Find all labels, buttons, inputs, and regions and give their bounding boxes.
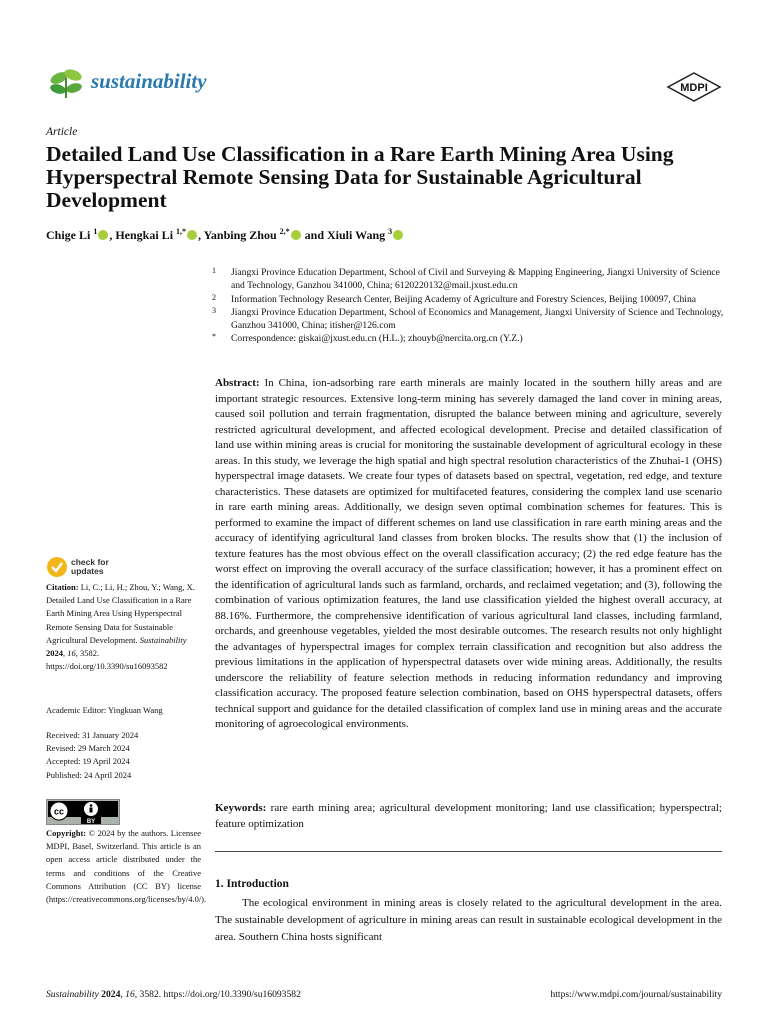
by-person-icon: [90, 808, 93, 813]
orcid-icon[interactable]: [393, 230, 403, 240]
check-for-updates-button[interactable]: check for updates: [46, 556, 136, 578]
orcid-icon[interactable]: [291, 230, 301, 240]
copyright: Copyright: © 2024 by the authors. Licensee MDPI, Basel, Switzerland. This article is an open access article distributed under the terms and conditions of the Creative Commons Attribution (CC BY) license (https://creativecommons.org/licenses/by/4.0/).: [46, 828, 207, 905]
footer-citation: Sustainability 2024, 16, 3582. https://doi.org/10.3390/su16093582: [46, 989, 301, 1000]
journal-name: sustainability: [91, 69, 207, 93]
orcid-icon[interactable]: [187, 230, 197, 240]
abstract-text: In China, ion-adsorbing rare earth minerals are mainly located in the southern hilly areas and are important strategic resources. Extensive long-term mining has severely damaged the land cover in mining areas, caused soil pollution and terrain fragmentation, disrupted the balance between mining and agriculture, severely restricted agricultural development, and affected ecological development. Precise and detailed classification of land use within mining areas is crucial for monitoring the sustainable development of agricultural ecology in these areas. In this study, we leverage the high spatial and high spectral resolution characteristics of the Zhuhai-1 (OHS) hyperspectral image datasets. We create four types of datasets based on spectral, vegetation, red edge, and texture characteristics. These datasets are optimized for multifaceted features, considering the complex land use scenario in rare earth mining areas. Additionally, we design seven optimal combination schemes for features. This is performed to examine the impact of different schemes on land use classification in rare earth mining areas and the accuracy of identifying agricultural land classes from broken blocks. The results show that (1) the inclusion of texture features has the most obvious effect on the overall classification accuracy; (2) the red edge feature has the worst effect on improving the overall accuracy of the surface classification; however, it has a prominent effect on the identification of agricultural lands such as farmland, orchards, and reclaimed vegetation; and (3), following the combination of various optimization features, the land use classification yielded the highest overall accuracy, at 88.16%. Furthermore, the comprehensive identification of various agricultural land classes, including farmland, orchards, and greenhouse vegetables, yielded the most desirable outcomes. The research results not only highlight the advantages of hyperspectral images for complex terrain classification and recognition but also address the previous limitations in the application of hyperspectral datasets over wide mining areas. Additionally, the results underscore the reliability of feature selection methods in reducing information redundancy and improving classification accuracy. The proposed feature selection combination, based on OHS hyperspectral datasets, offers technical support and guidance for the detailed classification of complex land use in mining areas and the accurate monitoring of agroecological environments.: [215, 377, 722, 730]
mdpi-logo: [666, 72, 722, 102]
svg-text:BY: BY: [86, 819, 96, 824]
citation-doi-link[interactable]: , 3582. https://doi.org/10.3390/su16093582: [46, 648, 168, 672]
affiliations: [212, 266, 724, 346]
citation: Citation: Li, C.; Li, H.; Zhou, Y.; Wang, X. Detailed Land Use Classification in a Rare Earth Mining Area Using Hyperspectral Remote Sensing Data for Sustainable Agricultural Development. Sustainability 2024, 16, 3582. https://doi.org/10.3390/su16093582: [46, 582, 195, 672]
author-list: Chige Li $^1$ , Hengkai Li $^{1,*}$ , Yanbing Zhou $^{2,*}$ and Xiuli Wang $^3$: [46, 227, 404, 243]
orcid-icon[interactable]: [98, 230, 108, 240]
section-heading: 1. Introduction: [215, 878, 289, 890]
academic-editor: Academic Editor: Yingkuan Wang: [46, 705, 163, 715]
keywords-label: Keywords:: [215, 802, 267, 814]
abstract-label: Abstract:: [215, 377, 260, 389]
author-name: Xiuli Wang: [327, 228, 386, 242]
keywords: [215, 801, 722, 832]
correspondence: * Correspondence: giskai@jxust.edu.cn (H.L.); zhouyb@nercita.org.cn (Y.Z.): [212, 332, 523, 345]
footer-journal-link[interactable]: https://www.mdpi.com/journal/sustainability: [550, 989, 722, 1000]
abstract: [215, 376, 722, 733]
author-name: Chige Li: [46, 228, 91, 242]
affiliation-item: 1 Jiangxi Province Education Department, School of Civil and Surveying & Mapping Engineering, Jiangxi University of Science and Technology, Ganzhou 341000, China; 6120220132@mail.jxust.edu.cn: [212, 266, 720, 292]
publisher-name: MDPI: [680, 82, 708, 94]
article-type: Article: [46, 126, 78, 138]
keywords-text: rare earth mining area; agricultural development monitoring; land use classification; hyperspectral; feature optimization: [215, 802, 722, 830]
intro-paragraph: The ecological environment in mining areas is closely related to the agricultural development in the area. The sustainable development of agriculture in mining areas can result in sustainable ecological development in the area. Southern China hosts significant: [215, 897, 722, 943]
dates: Received: 31 January 2024 Revised: 29 March 2024 Accepted: 19 April 2024 Published: 24 April 2024: [46, 730, 139, 780]
footer-doi-link[interactable]: , 3582. https://doi.org/10.3390/su16093582: [134, 989, 301, 1000]
cc-icon: cc: [53, 806, 65, 817]
journal-logo-icon: [46, 64, 86, 104]
affiliation-item: 3 Jiangxi Province Education Department, School of Economics and Management, Jiangxi University of Science and Technology, Ganzhou 341000, China; itisher@126.com: [212, 305, 724, 332]
author-name: Yanbing Zhou: [203, 228, 277, 242]
cc-by-license-badge[interactable]: [46, 799, 120, 825]
check-updates-icon: [46, 556, 68, 578]
page-title: Detailed Land Use Classification in a Rare Earth Mining Area Using Hyperspectral Remote Sensing Data for Sustainable Agricultural Development: [46, 142, 674, 212]
affiliation-item: 2 Information Technology Research Center, Beijing Academy of Agriculture and Forestry Sciences, Beijing 100097, China: [212, 292, 697, 305]
author-name: Hengkai Li: [115, 228, 174, 242]
section-divider: [215, 851, 722, 852]
